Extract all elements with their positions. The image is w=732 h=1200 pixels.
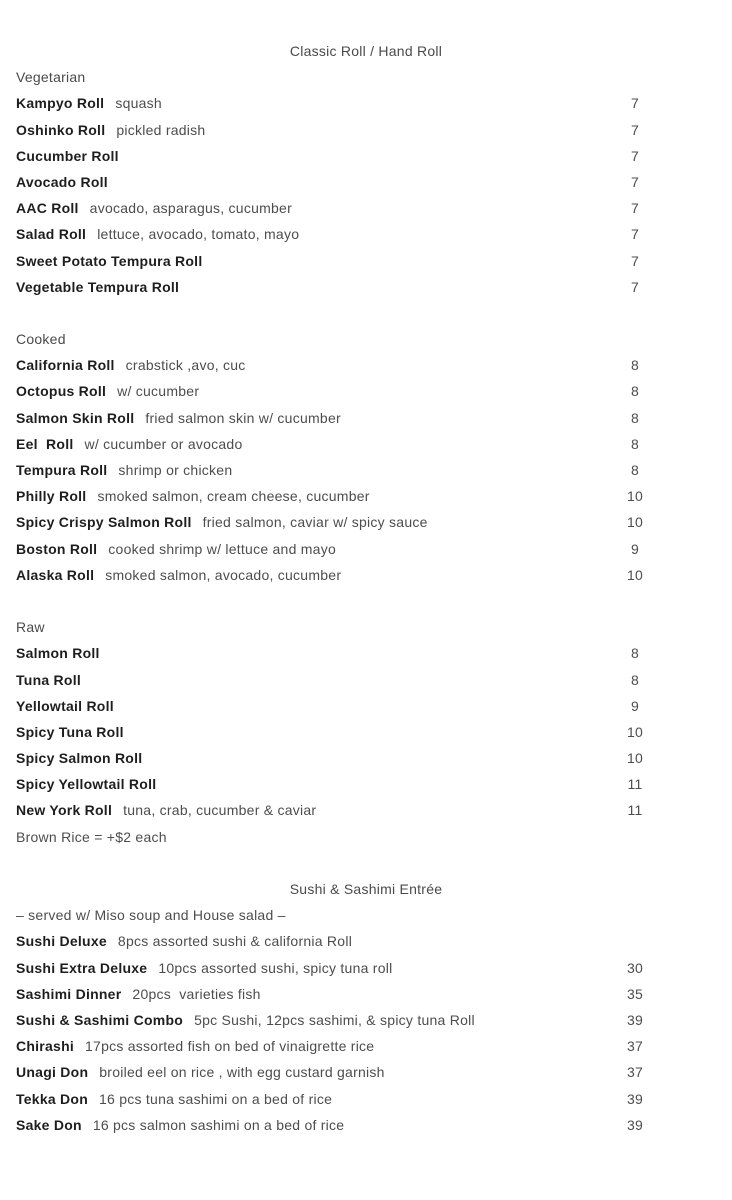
item-desc: fried salmon, caviar w/ spicy sauce — [202, 514, 428, 531]
item-name: Vegetable Tempura Roll — [16, 278, 180, 295]
item-price: 8 — [630, 645, 640, 662]
item-name: Unagi Don — [16, 1064, 89, 1081]
item-name: Tuna Roll — [16, 671, 81, 688]
item-name: Salmon Roll — [16, 645, 100, 662]
group-label-cooked: Cooked — [16, 331, 66, 348]
item-price: 8 — [630, 357, 640, 374]
item-name: Salad Roll — [16, 226, 87, 243]
menu-item-sashimi-dinner — [16, 981, 658, 1007]
item-desc: broiled eel on rice , with egg custard garnish — [99, 1064, 385, 1081]
section-title-classic-roll: Classic Roll / Hand Roll — [289, 43, 443, 59]
item-desc: lettuce, avocado, tomato, mayo — [97, 226, 300, 243]
menu-item-kampyo-roll — [16, 90, 658, 116]
section-title-sushi-sashimi-entree: Sushi & Sashimi Entrée — [289, 881, 443, 897]
item-name: Kampyo Roll — [16, 95, 105, 112]
menu-item-salmon-roll — [16, 640, 658, 666]
menu-item-spicy-tuna-roll — [16, 719, 658, 745]
item-name: New York Roll — [16, 802, 113, 819]
item-name: Spicy Tuna Roll — [16, 723, 124, 740]
item-price: 7 — [630, 226, 640, 243]
item-name: Alaska Roll — [16, 566, 95, 583]
item-desc: squash — [115, 95, 162, 112]
item-desc: 16 pcs salmon sashimi on a bed of rice — [92, 1116, 345, 1133]
item-price: 11 — [627, 802, 643, 819]
menu-item-spicy-yellowtail-roll — [16, 771, 658, 797]
item-desc: w/ cucumber — [117, 383, 200, 400]
item-desc: smoked salmon, cream cheese, cucumber — [97, 488, 370, 505]
item-desc: crabstick ,avo, cuc — [125, 357, 246, 374]
item-price: 39 — [626, 1090, 644, 1107]
menu-item-boston-roll — [16, 536, 658, 562]
item-name: Spicy Salmon Roll — [16, 750, 143, 767]
item-name: Oshinko Roll — [16, 121, 106, 138]
item-price: 7 — [630, 252, 640, 269]
item-name: Cucumber Roll — [16, 147, 119, 164]
item-desc: 20pcs varieties fish — [132, 985, 261, 1002]
menu-item-sushi-sashimi-combo — [16, 1007, 658, 1033]
menu-item-sushi-deluxe — [16, 928, 658, 954]
menu-item-philly-roll — [16, 483, 658, 509]
menu-item-avocado-roll — [16, 169, 658, 195]
menu-item-alaska-roll — [16, 562, 658, 588]
item-price: 37 — [626, 1064, 644, 1081]
brown-rice-footnote: Brown Rice = +$2 each — [16, 828, 167, 845]
item-price: 10 — [626, 514, 644, 531]
item-price: 10 — [626, 750, 644, 767]
item-name: Sashimi Dinner — [16, 985, 122, 1002]
item-name: Yellowtail Roll — [16, 697, 114, 714]
item-name: Boston Roll — [16, 540, 98, 557]
item-price: 8 — [630, 462, 640, 478]
group-label-vegetarian: Vegetarian — [16, 69, 86, 86]
item-price: 8 — [630, 409, 640, 426]
item-price: 10 — [626, 566, 644, 583]
menu-item-sushi-extra-deluxe — [16, 955, 658, 981]
item-desc: smoked salmon, avocado, cucumber — [105, 566, 342, 583]
item-price: 30 — [626, 959, 644, 976]
item-name: Chirashi — [16, 1038, 75, 1055]
item-price: 8 — [630, 435, 640, 452]
item-name: Philly Roll — [16, 488, 87, 505]
menu-item-oshinko-roll — [16, 117, 658, 143]
menu-item-spicy-salmon-roll — [16, 745, 658, 771]
menu-item-salad-roll — [16, 221, 658, 247]
item-name: Sushi Extra Deluxe — [16, 959, 148, 976]
item-name: Sushi & Sashimi Combo — [16, 1011, 184, 1028]
item-name: Avocado Roll — [16, 173, 108, 190]
item-price: 7 — [630, 200, 640, 217]
menu-item-chirashi — [16, 1033, 658, 1059]
menu-item-unagi-don — [16, 1059, 658, 1085]
item-name: Spicy Crispy Salmon Roll — [16, 514, 192, 531]
section-subtitle-served-with: – served w/ Miso soup and House salad – — [16, 907, 286, 924]
menu-item-cucumber-roll — [16, 143, 658, 169]
item-price: 10 — [626, 488, 644, 505]
item-name: Spicy Yellowtail Roll — [16, 776, 157, 793]
item-name: AAC Roll — [16, 200, 79, 217]
item-price: 7 — [630, 95, 640, 112]
item-name: Sushi Deluxe — [16, 933, 107, 950]
item-desc: 8pcs assorted sushi & california Roll — [117, 933, 353, 950]
item-desc: 16 pcs tuna sashimi on a bed of rice — [99, 1090, 333, 1107]
item-desc: 17pcs assorted fish on bed of vinaigrette rice — [85, 1038, 375, 1055]
item-price: 8 — [630, 671, 640, 688]
menu-item-tuna-roll — [16, 667, 658, 693]
item-price: 7 — [630, 147, 640, 164]
item-price: 35 — [626, 985, 644, 1002]
item-name: Octopus Roll — [16, 383, 107, 400]
item-price: 11 — [627, 776, 643, 793]
item-name: Tempura Roll — [16, 462, 108, 478]
item-price: 7 — [630, 278, 640, 295]
item-desc: 5pc Sushi, 12pcs sashimi, & spicy tuna Roll — [194, 1011, 475, 1028]
item-price: 9 — [630, 540, 640, 557]
item-desc: w/ cucumber or avocado — [84, 435, 243, 452]
item-price: 39 — [626, 1116, 644, 1133]
item-name: Sake Don — [16, 1116, 82, 1133]
menu-item-vegetable-tempura-roll — [16, 274, 658, 300]
item-name: Tekka Don — [16, 1090, 89, 1107]
item-price: 37 — [626, 1038, 644, 1055]
group-label-raw: Raw — [16, 619, 45, 636]
item-desc: tuna, crab, cucumber & caviar — [123, 802, 317, 819]
item-price: 7 — [630, 173, 640, 190]
menu-item-spicy-crispy-salmon-roll — [16, 509, 658, 535]
menu-item-octopus-roll — [16, 378, 658, 404]
menu-item-salmon-skin-roll — [16, 405, 658, 431]
item-desc: pickled radish — [116, 121, 206, 138]
section-spacer — [16, 588, 658, 614]
menu-item-aac-roll — [16, 195, 658, 221]
menu-item-tekka-don — [16, 1086, 658, 1112]
menu-item-new-york-roll — [16, 797, 658, 823]
menu-item-yellowtail-roll — [16, 693, 658, 719]
item-name: Salmon Skin Roll — [16, 409, 135, 426]
item-name: Eel Roll — [16, 435, 74, 452]
item-name: California Roll — [16, 357, 115, 374]
item-desc: shrimp or chicken — [118, 462, 233, 478]
item-desc: cooked shrimp w/ lettuce and mayo — [108, 540, 336, 557]
menu-item-sweet-potato-tempura-roll — [16, 248, 658, 274]
item-price: 39 — [626, 1011, 644, 1028]
section-spacer — [16, 850, 658, 876]
item-name: Sweet Potato Tempura Roll — [16, 252, 203, 269]
menu-item-eel-roll — [16, 431, 658, 457]
item-price: 7 — [630, 121, 640, 138]
menu-item-tempura-roll — [16, 457, 658, 483]
item-price: 10 — [626, 723, 644, 740]
item-price: 9 — [630, 697, 640, 714]
section-spacer — [16, 300, 658, 326]
menu-item-california-roll — [16, 352, 658, 378]
menu-item-sake-don — [16, 1112, 658, 1138]
item-desc: fried salmon skin w/ cucumber — [145, 409, 341, 426]
item-desc: avocado, asparagus, cucumber — [89, 200, 293, 217]
item-price: 8 — [630, 383, 640, 400]
item-desc: 10pcs assorted sushi, spicy tuna roll — [158, 959, 393, 976]
